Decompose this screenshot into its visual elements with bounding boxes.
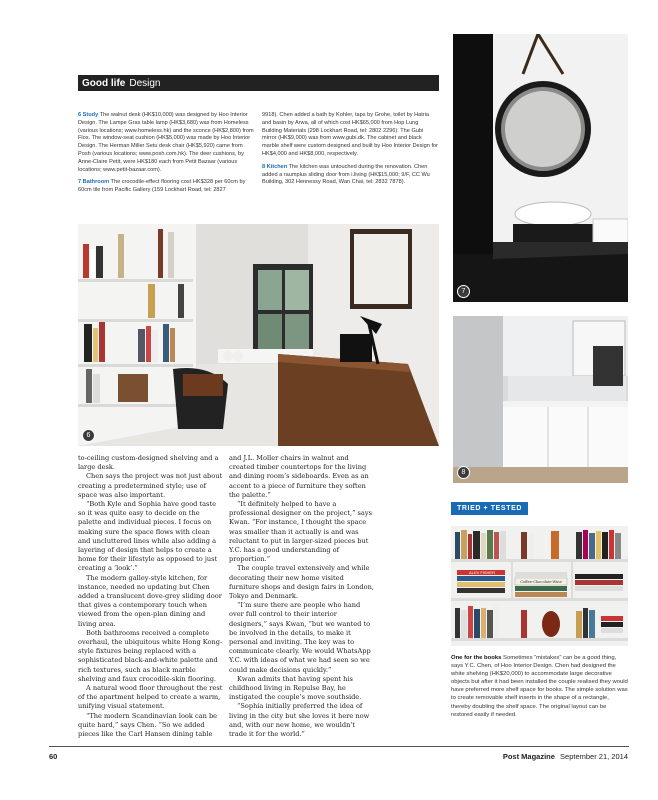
- body-paragraph: Chen says the project was not just about creating a predetermined style; use of space was also important.: [78, 472, 223, 499]
- photo-number-study: 6: [82, 429, 95, 442]
- books-caption-text: Sometimes “mistakes” can be a good thing, says Y.C. Chen, of Hoo Interior Design. Chen had designed the white shelving (HK$20,000) to accommodate large decorative objects but after it had been installed the couple realised they would have preferred more shelf space for books. The simple solution was to create removable shelf inserts in the shape of a rectangle, thereby doubling the shelf space. The original layout can be restored easily if needed.: [451, 655, 628, 718]
- body-paragraph: “Sophia initially preferred the idea of living in the city but she loves it here now and, with our new home, we wouldn’t trade it for the world.”: [229, 702, 370, 739]
- body-paragraph: Kwan admits that having spent his childhood living in Repulse Bay, he instigated the couple’s move southside.: [229, 674, 362, 702]
- caption-kitchen-text: The kitchen was untouched during the renovation. Chen added a raumplus sliding door from i.living (HK$15,000; 9/F, CC Wu Building, 302 Hennessy Road, Wan Chai, tel: 2832 7878).: [262, 163, 430, 186]
- captions-column-2: [262, 112, 438, 187]
- photo-number-kitchen: 8: [457, 466, 470, 479]
- body-column-1: [78, 454, 223, 739]
- study-photo: [78, 224, 439, 446]
- footer-magazine: Post Magazine: [502, 752, 555, 761]
- photo-number-bathroom: 7: [457, 285, 470, 298]
- kitchen-photo: [453, 316, 628, 483]
- caption-bathroom-label: 7 Bathroom: [78, 179, 110, 186]
- caption-study-text: The walnut desk (HK$10,000) was designed by Hoo Interior Design. The Lampe Gras table lamp (HK$3,680) was from Homeless (various locations; www.homeless.hk) and the sconce (HK$2,800) from Flos. The window-seat cushion (HK$5,000) was made by Hoo Interior Design. The Herman Miller Setu desk chair (HK$5,920) came from Posh (various locations; www.posh.com.hk). The deer cushions, by Anne-Claire Petit, were HK$180 each from Petit Bazaar (various locations; www.petit-bazaar.com).: [78, 112, 254, 173]
- captions-column-1: [78, 112, 254, 195]
- bathroom-photo: [453, 34, 628, 302]
- body-paragraph: to-ceiling custom-designed shelving and a large desk.: [78, 454, 219, 472]
- caption-kitchen: [262, 164, 438, 187]
- body-paragraph: The modern galley-style kitchen, for instance, needed no updating but Chen added a translucent dove-grey sliding door that gives a contemporary touch when viewed from the open-plan dining and living area.: [78, 573, 222, 628]
- book-spine-alex: ALEX FISHER: [468, 570, 495, 575]
- caption-bathroom: [78, 179, 254, 195]
- book-spine-coffee: Coffee-Chocolate-Wine: [520, 580, 562, 584]
- body-paragraph: Both bathrooms received a complete overhaul, the ubiquitous white Hong Kong-style fixtures being replaced with a sophisticated black-and-white palette and rich textures, such as black marble shelving and faux crocodile-skin flooring.: [78, 628, 223, 683]
- section-header: [78, 75, 439, 91]
- body-paragraph: “The modern Scandinavian look can be quite hard,” says Chen. “So we added pieces like the Carl Hansen dining table: [78, 711, 218, 739]
- books-caption-label: One for the books: [451, 655, 502, 661]
- caption-bathroom-text: The crocodile-effect flooring cost HK$328 per 60cm by 60cm tile from Pacific Gallery (159 Lockhart Road, tel: 2827: [78, 179, 246, 194]
- section-name: Good life: [82, 77, 126, 89]
- caption-study-label: 6 Study: [78, 112, 99, 118]
- subsection-name: Design: [129, 77, 161, 89]
- books-caption: [451, 654, 628, 719]
- caption-bathroom-cont: 9918). Chen added a bath by Kohler, taps by Grohe, toilet by Hatria and basin by Arwa, all of which cost HK$65,000 from Hop Lung Building Materials (298 Lockhart Road, tel: 2802 2296). The Gubi mirror (HK$9,000) was from www.gubi.dk. The cabinet and black marble shelf were custom designed and built by Hoo Interior Design for HK$4,000 and HK$8,000, respectively.: [262, 112, 438, 157]
- caption-kitchen-label: 8 Kitchen: [262, 163, 288, 170]
- footer-publication: [503, 752, 628, 761]
- body-paragraph: “I’m sure there are people who hand over full control to their interior designers,” says Kwan, “but we wanted to be involved in the details, to make it personal and inviting. The key was to communicate clearly. We would WhatsApp Y.C. with ideas of what we had seen so we could make decisions quickly.”: [229, 601, 371, 674]
- caption-study: [78, 112, 254, 174]
- page-number: 60: [49, 752, 58, 761]
- body-paragraph: “It definitely helped to have a professional designer on the project,” says Kwan. “For instance, I thought the space was smaller than it actually is and was reluctant to put in larger-sized pieces but Y.C. has a good understanding of proportion.”: [229, 500, 372, 564]
- body-paragraph: A natural wood floor throughout the rest of the apartment helped to create a warm, unifying visual statement.: [78, 684, 223, 711]
- body-column-2: [229, 454, 375, 739]
- tried-tested-label: TRIED + TESTED: [451, 502, 528, 515]
- body-paragraph: and J.L. Moller chairs in walnut and created timber countertops for the living and dining room’s sideboards. Even as an accent to a piece of furniture they soften the palette.”: [229, 454, 369, 499]
- body-paragraph: “Both Kyle and Sophia have good taste so it was quite easy to decide on the palette and individual pieces. I focus on making sure the space flows with clean and uncluttered lines while also adding a layering of design that helps to create a home for their lifestyle as opposed to just creating a ‘look’.”: [78, 500, 218, 573]
- footer-rule: [49, 746, 629, 747]
- bookshelf-photo: [451, 526, 628, 646]
- footer-date: September 21, 2014: [560, 752, 628, 761]
- body-paragraph: The couple travel extensively and while decorating their new home visited furniture shops and design fairs in London, Tokyo and Denmark.: [229, 564, 374, 601]
